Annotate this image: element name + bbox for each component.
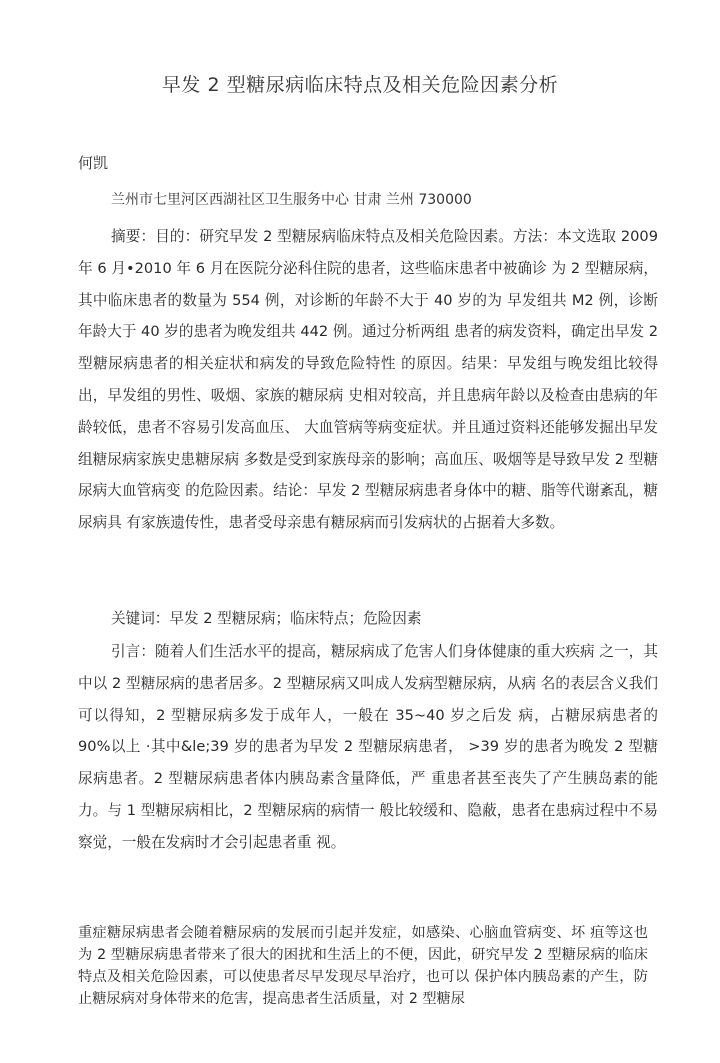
abstract-paragraph: 摘要：目的：研究早发 2 型糖尿病临床特点及相关危险因素。方法：本文选取 2009 年 6 月•2010 年 6 月在医院分泌科住院的患者，这些临床患者中被确诊 为 2 型糖尿病，其中临床患者的数量为 554 例，对诊断的年龄不大于 40 岁的为 早发组共 M2 例，诊断年龄大于 40 岁的患者为晚发组共 442 例。通过分析两组 患者的病发资料，确定出早发 2 型糖尿病患者的相关症状和病发的导致危险特性 的原因。结果：早发组与晚发组比较得出，早发组的男性、吸烟、家族的糖尿病 史相对较高，并且患病年龄以及检查由患病的年龄较低，患者不容易引发高血压、 大血管病等病变症状。并且通过资料还能够发掘出早发组糖尿病家族史患糖尿病 多数是受到家族母亲的影响；高血压、吸烟等是导致早发 2 型糖尿病大血管病变 的危险因素。结论：早发 2 型糖尿病患者身体中的糖、脂等代谢紊乱，糖尿病具 有家族遗传性，患者受母亲患有糖尿病而引发病状的占据着大多数。	[78, 228, 658, 532]
author-name: 何凯	[78, 154, 109, 172]
continuation-paragraph: 重症糖尿病患者会随着糖尿病的发展而引起并发症，如感染、心脑血管病变、坏 疽等这也为 2 型糖尿病患者带来了很大的困扰和生活上的不便，因此，研究早发 2 型糖尿病的临床特点及相关危险因素，可以使患者尽早发现尽早治疗，也可以 保护体内胰岛素的产生，防止糖尿病对身体带来的危害，提高患者生活质量，对 2 型糖尿	[78, 925, 648, 1007]
introduction-paragraph: 引言：随着人们生活水平的提高，糖尿病成了危害人们身体健康的重大疾病 之一，其中以 2 型糖尿病的患者居多。2 型糖尿病又叫成人发病型糖尿病，从病 名的表层含义我们可以得知，2 型糖尿病多发于成年人，一般在 35~40 岁之后发 病，占糖尿病患者的 90%以上 ·其中&le;39 岁的患者为早发 2 型糖尿病患者， >39 岁的患者为晚发 2 型糖尿病患者。2 型糖尿病患者体内胰岛素含量降低，严 重患者甚至丧失了产生胰岛素的能力。与 1 型糖尿病相比，2 型糖尿病的病情一 般比较缓和、隐蔽，患者在患病过程中不易察觉，一般在发病时才会引起患者重 视。	[78, 643, 658, 851]
author-affiliation: 兰州市七里河区西湖社区卫生服务中心 甘肃 兰州 730000	[111, 192, 472, 208]
paper-title: 早发 2 型糖尿病临床特点及相关危险因素分析	[161, 74, 559, 96]
keywords-paragraph: 关键词：早发 2 型糖尿病；临床特点；危险因素	[111, 610, 422, 627]
